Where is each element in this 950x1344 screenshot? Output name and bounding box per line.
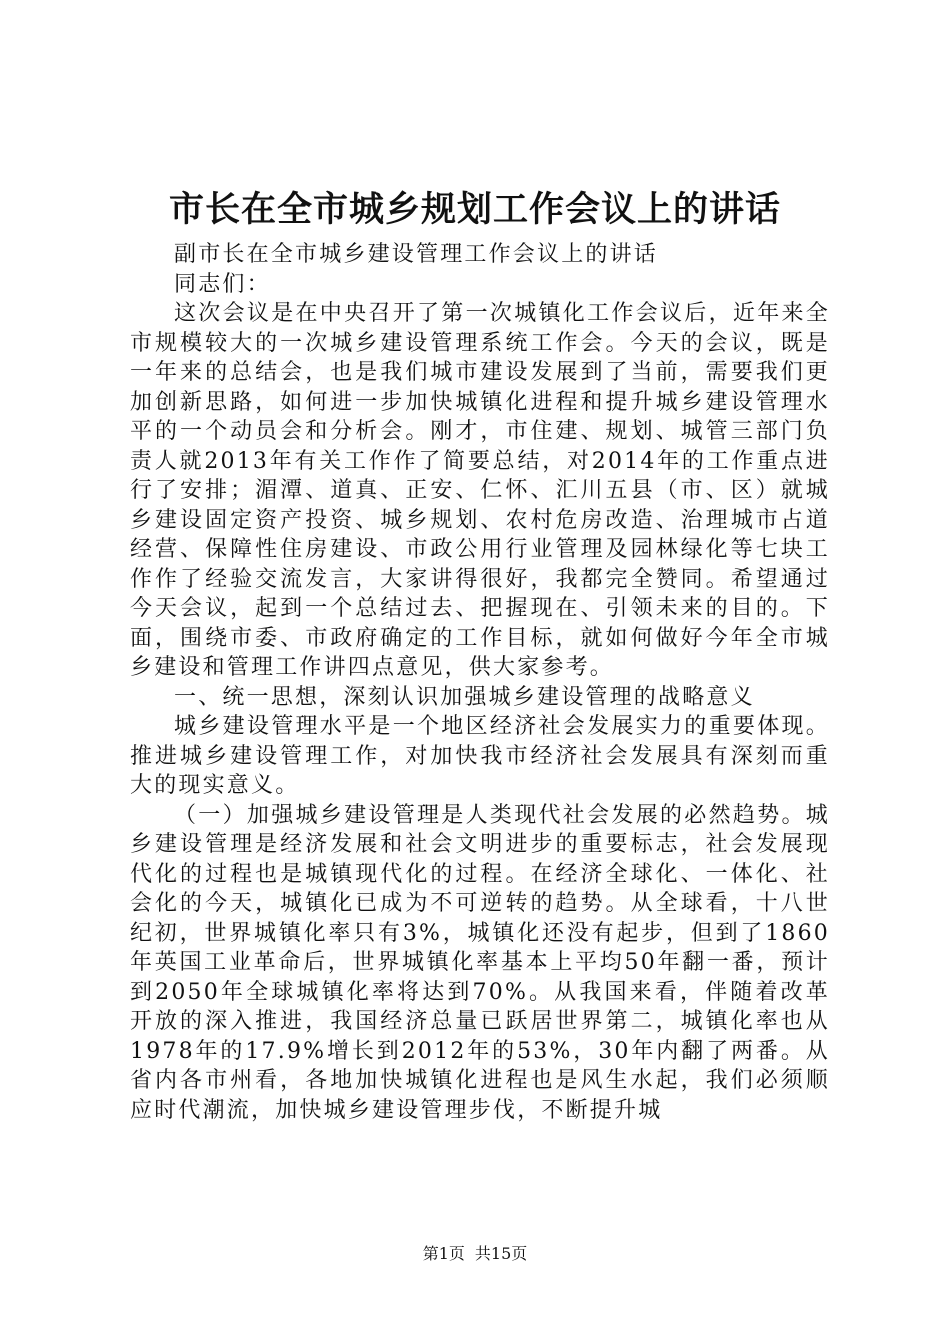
page-number: 第1页 (422, 1244, 465, 1263)
paragraph-section-1: 城乡建设管理水平是一个地区经济社会发展实力的重要体现。推进城乡建设管理工作，对加快我市经济社会发展具有深刻而重大的现实意义。 (130, 714, 830, 798)
document-body (130, 240, 830, 1125)
document-title: 市长在全市城乡规划工作会议上的讲话 (168, 189, 781, 230)
page-total: 共15页 (474, 1244, 528, 1263)
document-subtitle: 副市长在全市城乡建设管理工作会议上的讲话 (174, 242, 659, 267)
page-footer (0, 1242, 950, 1266)
paragraph-subsection-1: （一）加强城乡建设管理是人类现代社会发展的必然趋势。城乡建设管理是经济发展和社会文明进步的重要标志，社会发展现代化的过程也是城镇现代化的过程。在经济全球化、一体化、社会化的今天，城镇化已成为不可逆转的趋势。从全球看，十八世纪初，世界城镇化率只有3%，城镇化还没有起步，但到了1860年英国工业革命后，世界城镇化率基本上平均50年翻一番，预计到2050年全球城镇化率将达到70%。从我国来看，伴随着改革开放的深入推进，我国经济总量已跃居世界第二，城镇化率也从1978年的17.9%增长到2012年的53%，30年内翻了两番。从省内各市州看，各地加快城镇化进程也是风生水起，我们必须顺应时代潮流，加快城乡建设管理步伐，不断提升城 (130, 802, 830, 1123)
section-heading-1: 一、统一思想，深刻认识加强城乡建设管理的战略意义 (174, 684, 755, 710)
salutation: 同志们： (174, 271, 271, 297)
paragraph-intro: 这次会议是在中央召开了第一次城镇化工作会议后，近年来全市规模较大的一次城乡建设管理系统工作会。今天的会议，既是一年来的总结会，也是我们城市建设发展到了当前，需要我们更加创新思路，如何进一步加快城镇化进程和提升城乡建设管理水平的一个动员会和分析会。刚才，市住建、规划、城管三部门负责人就2013年有关工作作了简要总结，对2014年的工作重点进行了安排；湄潭、道真、正安、仁怀、汇川五县（市、区）就城乡建设固定资产投资、城乡规划、农村危房改造、治理城市占道经营、保障性住房建设、市政公用行业管理及园林绿化等七块工作作了经验交流发言，大家讲得很好，我都完全赞同。希望通过今天会议，起到一个总结过去、把握现在、引领未来的目的。下面，围绕市委、市政府确定的工作目标，就如何做好今年全市城乡建设和管理工作讲四点意见，供大家参考。 (130, 301, 830, 680)
